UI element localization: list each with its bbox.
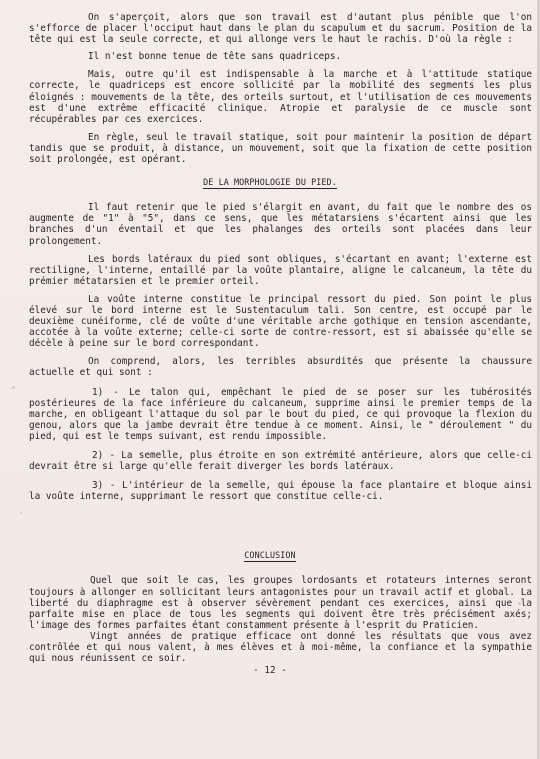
paper-speck <box>518 602 521 605</box>
paragraph: Vingt années de pratique efficace ont donné les résultats que vous avez contrôlée et qui nous valent, à mes élèves et à moi-même, la confiance et la sympathie qui nous réunissent ce soir. <box>29 630 532 665</box>
paragraph: Quel que soit le cas, les groupes lordosants et rotateurs internes seront toujours à allonger en sollicitant leurs antagonistes pour un travail actif et global. La liberté du diaphragme est à observer sévèrement pendant ces exercices, ainsi que la parfaite mise en place de tous les segments qui doivent être très précisément axés; l'image des formes parfaites étant constamment présente à l'esprit du Praticien. <box>29 575 532 631</box>
paper-speck <box>12 386 15 389</box>
list-item: 2) - La semelle, plus étroite en son extrémité antérieure, alors que celle-ci devrait être si large qu'elle ferait diverger les bords latéraux. <box>29 450 532 473</box>
paper-speck <box>20 512 22 514</box>
page-number: - 12 - <box>253 665 287 677</box>
heading-text: CONCLUSION <box>244 550 296 561</box>
paragraph: En règle, seul le travail statique, soit pour maintenir la position de départ tandis que se produit, à distance, un mouvement, soit que la fixation de cette position soit prolongée, est opérant. <box>29 131 532 166</box>
heading-text: DE LA MORPHOLOGIE DU PIED. <box>203 177 337 188</box>
paragraph: Les bords latéraux du pied sont obliques, s'écartant en avant; l'externe est rectiligne, l'interne, entaillé par la voûte plantaire, aligne le calcaneum, la tête du prémier métatarsien et le premier orteil. <box>29 253 532 287</box>
paragraph: On s'aperçoit, alors que son travail est d'autant plus pénible que l'on s'efforce de placer l'occiput haut dans le plan du scapulum et du sacrum. Position de la tête qui est la seule correcte, et qui allonge vers le haut le rachis. D'où la règle : <box>29 12 532 46</box>
paper-speck <box>26 648 28 650</box>
rule-paragraph: Il n'est bonne tenue de tête sans quadriceps. <box>88 51 342 63</box>
paragraph: Il faut retenir que le pied s'élargit en avant, du fait que le nombre des os augmente de "1" à "5", dans ce sens, que les métatarsiens s'écartent ainsi que les branches d'un éventail et que les phalanges des orteils sont placées dans leur prolongement. <box>29 202 532 247</box>
paper-speck <box>472 79 474 81</box>
paragraph: Mais, outre qu'il est indispensable à la marche et à l'attitude statique correcte, le quadriceps est encore sollicité par la mobilité des segments les plus éloignés : mouvements de la tête, des orteils surtout, et l'utilisation de ces mouvements est d'une extrême efficacité clinique. Atropie et paralysie de ce muscle sont récupérables par ces exercices. <box>29 69 532 125</box>
paragraph: On comprend, alors, les terribles absurdités que présente la chaussure actuelle et qui sont : <box>29 356 532 379</box>
paragraph: La voûte interne constitue le principal ressort du pied. Son point le plus élevé sur le bord interne est le Sustentaculum tali. Son centre, est occupé par le deuxième cunéiforme, clé de voûte d'une véritable arche gothique en tension ascendante, accotée à la voûte externe; celle-ci sorte de contre-ressort, est si abaissée qu'elle se décèle à peine sur le bord correspondant. <box>29 293 532 350</box>
section-heading-morphology <box>0 177 540 188</box>
list-item: 1) - Le talon qui, empêchant le pied de se poser sur les tubérosités postérieures de la face inférieure du calcaneum, supprime ainsi le premier temps de la marche, en obligeant l'attaque du sol par le bout du pied, ce qui provoque la flexion du genou, alors que la jambe devrait être tendue à ce moment. Ainsi, le " déroulement " du pied, qui est le temps suivant, est rendu impossible. <box>29 386 532 442</box>
list-item: 3) - L'intérieur de la semelle, qui épouse la face plantaire et bloque ainsi la voûte interne, supprimant le ressort que constitue celle-ci. <box>29 480 532 503</box>
section-heading-conclusion <box>0 550 540 561</box>
